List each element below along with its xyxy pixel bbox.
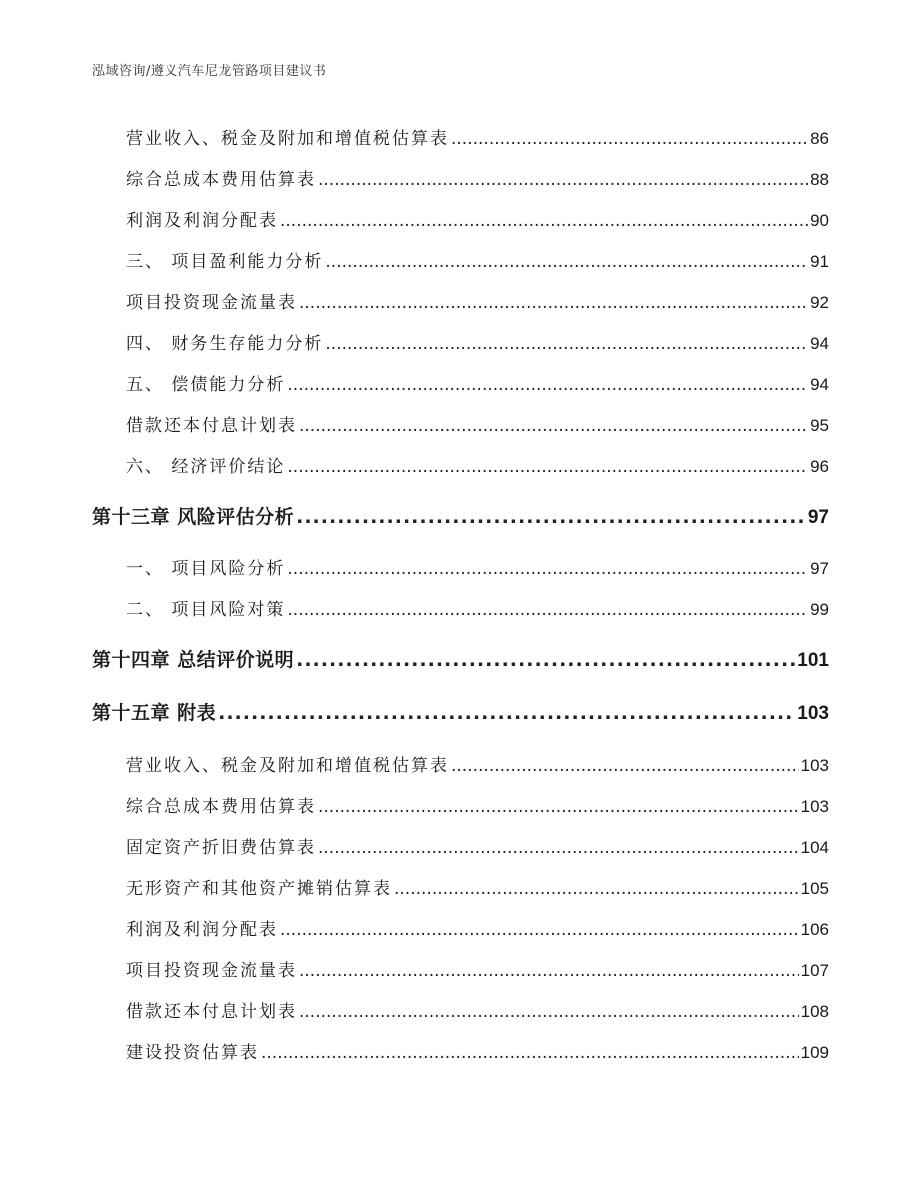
toc-entry-title: 六、 经济评价结论: [126, 457, 286, 477]
page-header: 泓域咨询/遵义汽车尼龙管路项目建议书: [92, 64, 327, 79]
toc-entry-title: 第十五章 附表: [92, 702, 217, 724]
header-rule: [90, 82, 830, 83]
toc-entry-title: 借款还本付息计划表: [126, 416, 297, 436]
toc-dot-leader: [325, 334, 808, 354]
toc-entry-page: 94: [810, 334, 829, 353]
toc-entry-page: 95: [810, 416, 829, 435]
toc-entry-page: 97: [810, 559, 829, 578]
toc-entry[interactable]: [126, 247, 829, 272]
toc-entry[interactable]: [126, 370, 829, 395]
toc-entry-page: 90: [810, 211, 829, 230]
toc-dot-leader: [287, 375, 808, 395]
toc-entry-title: 无形资产和其他资产摊销估算表: [126, 879, 392, 899]
toc-chapter-entry[interactable]: [92, 698, 829, 725]
toc-dot-leader: [451, 129, 808, 149]
toc-entry-title: 第十三章 风险评估分析: [92, 506, 295, 528]
toc-entry-page: 107: [800, 961, 829, 980]
toc-entry-title: 三、 项目盈利能力分析: [126, 252, 324, 272]
toc-entry-title: 综合总成本费用估算表: [126, 797, 316, 817]
toc-dot-leader: [280, 920, 799, 940]
toc-dot-leader: [299, 961, 799, 981]
toc-dot-leader: [451, 756, 799, 776]
toc-dot-leader: [325, 252, 808, 272]
toc-entry-title: 第十四章 总结评价说明: [92, 649, 295, 671]
toc-entry[interactable]: [126, 329, 829, 354]
toc-entry-page: 94: [810, 375, 829, 394]
toc-entry-page: 106: [800, 920, 829, 939]
toc-entry-title: 综合总成本费用估算表: [126, 170, 316, 190]
toc-entry[interactable]: [126, 452, 829, 477]
toc-entry-title: 利润及利润分配表: [126, 211, 278, 231]
toc-entry-title: 项目投资现金流量表: [126, 293, 297, 313]
toc-dot-leader: [261, 1043, 799, 1063]
toc-entry-page: 96: [810, 457, 829, 476]
toc-entry-page: 101: [797, 650, 829, 671]
toc-dot-leader: [287, 600, 808, 620]
toc-entry[interactable]: [126, 874, 829, 899]
toc-chapter-entry[interactable]: [92, 645, 829, 672]
toc-dot-leader: [318, 170, 808, 190]
toc-entry-page: 103: [800, 756, 829, 775]
toc-entry-page: 97: [807, 507, 829, 528]
toc-entry[interactable]: [126, 915, 829, 940]
toc-entry[interactable]: [126, 206, 829, 231]
toc-entry-page: 88: [810, 170, 829, 189]
toc-entry-title: 二、 项目风险对策: [126, 600, 286, 620]
toc-entry-title: 营业收入、税金及附加和增值税估算表: [126, 129, 449, 149]
toc-entry[interactable]: [126, 124, 829, 149]
toc-entry-page: 108: [800, 1002, 829, 1021]
toc-dot-leader: [218, 702, 795, 724]
toc-dot-leader: [394, 879, 799, 899]
toc-entry-page: 103: [797, 703, 829, 724]
toc-entry[interactable]: [126, 288, 829, 313]
toc-entry-title: 一、 项目风险分析: [126, 559, 286, 579]
toc-entry-title: 借款还本付息计划表: [126, 1002, 297, 1022]
toc-dot-leader: [318, 797, 799, 817]
toc-dot-leader: [280, 211, 808, 231]
toc-dot-leader: [296, 506, 806, 528]
toc-entry-title: 营业收入、税金及附加和增值税估算表: [126, 756, 449, 776]
toc-entry[interactable]: [126, 554, 829, 579]
toc-entry-page: 103: [800, 797, 829, 816]
toc-entry-title: 五、 偿债能力分析: [126, 375, 286, 395]
toc-entry-title: 利润及利润分配表: [126, 920, 278, 940]
toc-entry[interactable]: [126, 997, 829, 1022]
toc-dot-leader: [299, 293, 808, 313]
toc-entry[interactable]: [126, 595, 829, 620]
toc-entry[interactable]: [126, 751, 829, 776]
toc-entry-page: 104: [800, 838, 829, 857]
toc-entry-page: 109: [800, 1043, 829, 1062]
toc-entry[interactable]: [126, 833, 829, 858]
toc-entry-title: 固定资产折旧费估算表: [126, 838, 316, 858]
toc-dot-leader: [299, 1002, 799, 1022]
toc-entry[interactable]: [126, 956, 829, 981]
toc-entry-page: 91: [810, 252, 829, 271]
toc-entry-page: 92: [810, 293, 829, 312]
toc-dot-leader: [287, 559, 808, 579]
toc-entry[interactable]: [126, 792, 829, 817]
toc-entry[interactable]: [126, 1038, 829, 1063]
toc-dot-leader: [299, 416, 808, 436]
toc-entry[interactable]: [126, 411, 829, 436]
toc-entry-title: 建设投资估算表: [126, 1043, 259, 1063]
toc-dot-leader: [318, 838, 799, 858]
toc-dot-leader: [296, 649, 795, 671]
toc-entry-page: 99: [810, 600, 829, 619]
toc-chapter-entry[interactable]: [92, 502, 829, 529]
toc-entry[interactable]: [126, 165, 829, 190]
toc-entry-title: 项目投资现金流量表: [126, 961, 297, 981]
toc-entry-page: 86: [810, 129, 829, 148]
toc-entry-page: 105: [800, 879, 829, 898]
toc-dot-leader: [287, 457, 808, 477]
toc-entry-title: 四、 财务生存能力分析: [126, 334, 324, 354]
